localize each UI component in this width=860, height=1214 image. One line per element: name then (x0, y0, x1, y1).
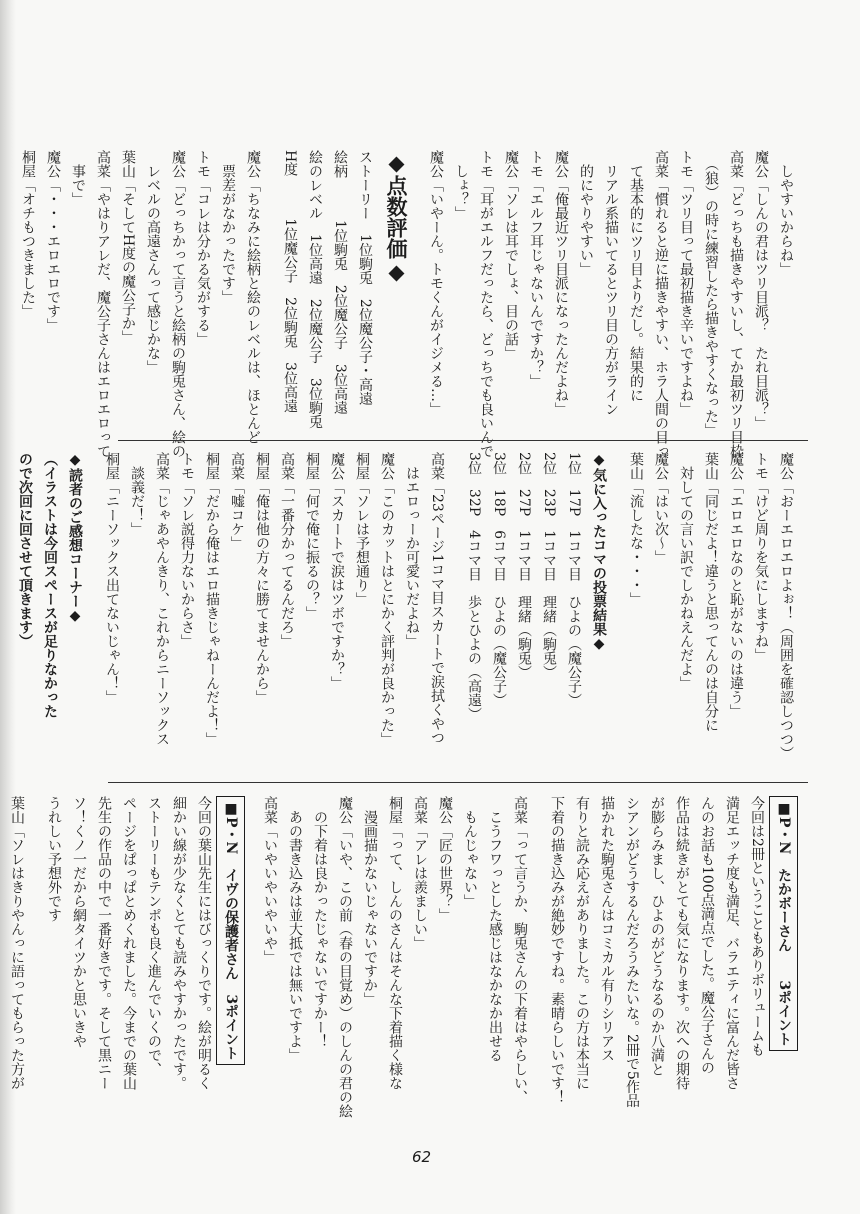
reader-comments-note: ので次回に回させて頂きます） (17, 452, 33, 648)
text-column: もんじゃない」 (462, 796, 478, 908)
vote-result-row: 1位 17P 1コマ目 ひよの（魔公子） (566, 452, 582, 708)
text-column: トモ「エルフ耳じゃないんですか？」 (528, 150, 544, 388)
text-column: 的にやりやすい」 (578, 150, 594, 276)
text-column: 魔公「ちなみに絵柄と絵のレベルは、ほとんど (245, 150, 261, 444)
text-column: 魔公「どっちかって言うと絵柄の駒兎さん、絵の (170, 150, 186, 458)
middle-section-votes (17, 452, 798, 768)
vote-result-row: 2位 23P 1コマ目 理緒（駒兎） (541, 452, 557, 680)
text-column: 魔公「俺最近ツリ目派になったんだよね」 (553, 150, 569, 416)
text-column: トモ「ツリ目って最初描き辛いですよね」 (678, 150, 694, 416)
text-column: 魔公「エロエロなのと恥がないのは違う」 (728, 452, 744, 718)
text-column: こうフワっとした感じはなかなか出せる (487, 796, 503, 1062)
text-column: はエロっーか可愛いだよね」 (404, 452, 420, 648)
score-row-h-degree: H度 1位魔公子 2位駒兎 3位高遠 (282, 150, 298, 413)
text-column: 高菜「じゃあやんきり、これからニーソックス (154, 452, 170, 746)
reader-name-box: ■P・N イヴの保護者さん 3ポイント (216, 796, 245, 1065)
text-column: 桐屋「何で俺に振るの？」 (304, 452, 320, 620)
text-column: トモ「コレは分かる気がする」 (195, 150, 211, 346)
text-column: 桐屋「って、しんのさんはそんな下着描く様な (387, 796, 403, 1090)
text-column: 魔公「はい次〜」 (653, 452, 669, 564)
reader-comment-line: 先生の作品の中で一番好きです。そして黒ニー (96, 796, 112, 1090)
text-column: しょ？」 (453, 150, 469, 220)
text-column: トモ「けど周りを気にしますね」 (753, 452, 769, 662)
reader-comments-note: （イラストは今回スペースが足りなかった (42, 452, 58, 718)
reader-comment-line: ソ！くノ一だから網タイツかと思いきや (71, 796, 87, 1048)
text-column: 高菜「どっちも描きやすいし、てか最初ツリ目枠 (728, 150, 744, 458)
vote-result-row: 3位 18P 6コマ目 ひよの（魔公子） (491, 452, 507, 708)
reader-comment-line: 満足エッチ度も満足、バラエティに富んだ皆さ (724, 796, 740, 1090)
text-column: 桐屋「俺は他の方々に勝てませんから」 (254, 452, 270, 704)
score-row-story: ストーリー 1位駒兎 2位魔公子・高遠 (357, 150, 373, 406)
text-column: 桐屋「オチもつきました」 (20, 150, 36, 318)
text-column: 魔公「いやーん。トモくんがイジメる…」 (428, 150, 444, 416)
text-column: 高菜「いやいやいやいや」 (262, 796, 278, 964)
score-row-art-level: 絵のレベル 1位高遠 2位魔公子 3位駒兎 (307, 150, 323, 429)
text-column: 桐屋「だから俺はエロ描きじゃねーんだよ！」 (204, 452, 220, 746)
text-column: あの書き込みは並大抵では無いですよ」 (287, 796, 303, 1062)
reader-comment-line: ページをぱっぱとめくれました。今までの葉山 (121, 796, 137, 1090)
text-column: 魔公「スカートで涙はツボですか？」 (329, 452, 345, 690)
reader-comment-line: うれしい予想外です (46, 796, 62, 922)
text-column: しやすいからね」 (778, 150, 794, 276)
text-column: 高菜「23ページ1コマ目スカートで涙拭くやつ (429, 452, 445, 745)
reader-comment-line: 有りと読み応えがありました。この方は本当に (574, 796, 590, 1090)
text-column: （狼）の時に練習したら描きやすくなった」 (703, 150, 719, 437)
text-column: 高菜「アレは羨ましい」 (412, 796, 428, 950)
text-column: 桐屋「ソレは予想通り」 (354, 452, 370, 606)
text-column: 魔公「しんの君はツリ目派？ たれ目派？」 (753, 150, 769, 430)
text-column: 葉山「そしてH度の魔公子か」 (120, 150, 136, 345)
text-column: 事で」 (70, 150, 86, 206)
text-column: 葉山「同じだよ！違うと思ってんのは自分に (703, 452, 719, 732)
text-column: 対しての言い訳でしかねえんだよ」 (678, 452, 694, 690)
reader-comment-line: 今回の葉山先生にはびっくりです。絵が明るく (196, 796, 212, 1090)
text-column: 高菜「やはりアレだ、魔公子さんはエロエロって (95, 150, 111, 458)
text-column: 葉山「ソレはきりやんっに語ってもらった方が (9, 796, 25, 1090)
reader-comment-line: 描かれた駒兎さんはコミカル有りシリアス (599, 796, 615, 1062)
text-column: 談義だ！」 (129, 452, 145, 536)
text-column: 魔公「いや、この前（春の目覚め）のしんの君の絵 (337, 796, 353, 1118)
top-section-roundtable (20, 150, 798, 458)
text-column: の下着は良かったじゃないですかー！ (312, 796, 328, 1048)
reader-comment-line: 細かい線が少なくとても読みやすかったです。 (171, 796, 187, 1090)
text-column: 魔公「匠の世界？」 (437, 796, 453, 922)
reader-comment-line: ストーリーもテンポも良く進んでいくので、 (146, 796, 162, 1076)
score-row-art-style: 絵柄 1位駒兎 2位魔公子 3位高遠 (332, 150, 348, 415)
section-divider (118, 440, 808, 441)
score-evaluation-heading: ◆点数評価◆ (384, 150, 409, 284)
reader-name-box: ■P・N たかボーさん 3ポイント (769, 796, 798, 1051)
reader-comment-line: 下着の描き込みが絶妙ですね。素晴らしいです！ (549, 796, 565, 1104)
text-column: リアル系描いてるとツリ目の方がライン (603, 150, 619, 416)
reader-comments-heading: ◆読者のご感想コーナー◆ (67, 452, 83, 624)
page-number: 62 (412, 1148, 432, 1166)
text-column: レベルの高遠さんって感じかな」 (145, 150, 161, 374)
text-column: 魔公「おーエロエロよぉ！（周囲を確認しつつ） (778, 452, 794, 760)
text-column: て基本的にツリ目よりだし。結果的に (628, 150, 644, 402)
text-column: トモ「ソレ説得力ないからさ」 (179, 452, 195, 648)
vote-result-row: 2位 27P 1コマ目 理緒（駒兎） (516, 452, 532, 680)
reader-comment-line: 今回は2冊ということもありボリュームも (749, 796, 765, 1057)
reader-comment-line: 作品は続きがとても気になります。次への期待 (674, 796, 690, 1090)
text-column: 票差がなかったです」 (220, 150, 236, 304)
bottom-section-reader-comments (9, 796, 798, 1126)
reader-comment-line: んのお話も100点満点でした。魔公子さんの (699, 796, 715, 1075)
text-column: 葉山「流したな・・・」 (628, 452, 644, 606)
text-column: 高菜「嘘コケ」 (229, 452, 245, 550)
favorite-panel-vote-heading: ◆気に入ったコマの投票結果◆ (591, 452, 607, 652)
text-column: 漫画描かないじゃないですか」 (362, 796, 378, 1006)
text-column: 魔公「ソレは耳でしょ、目の話」 (503, 150, 519, 360)
text-column: 魔公「・・・エロエロです」 (45, 150, 61, 332)
vote-result-row: 3位 32P 4コマ目 歩とひよの（高遠） (466, 452, 482, 722)
reader-comment-line: が膨らみまし、ひよのがどうなるのか八満と (649, 796, 665, 1076)
text-column: 高菜「って言うか、駒兎さんの下着はやらしい、 (512, 796, 528, 1104)
text-column: 桐屋「ニーソックス出てないじゃん！」 (104, 452, 120, 704)
section-divider (108, 782, 808, 783)
reader-comment-line: シアンがどうするんだろうみたいな。2冊で5作品 (624, 796, 640, 1108)
text-column: トモ「耳がエルフだったら、どっちでも良いんで (478, 150, 494, 458)
text-column: 高菜「一番分かってるんだろ」 (279, 452, 295, 648)
text-column: 高菜「慣れると逆に描きやすい、ホラ人間の目っ (653, 150, 669, 458)
text-column: 魔公「このカットはとにかく評判が良かった」 (379, 452, 395, 746)
